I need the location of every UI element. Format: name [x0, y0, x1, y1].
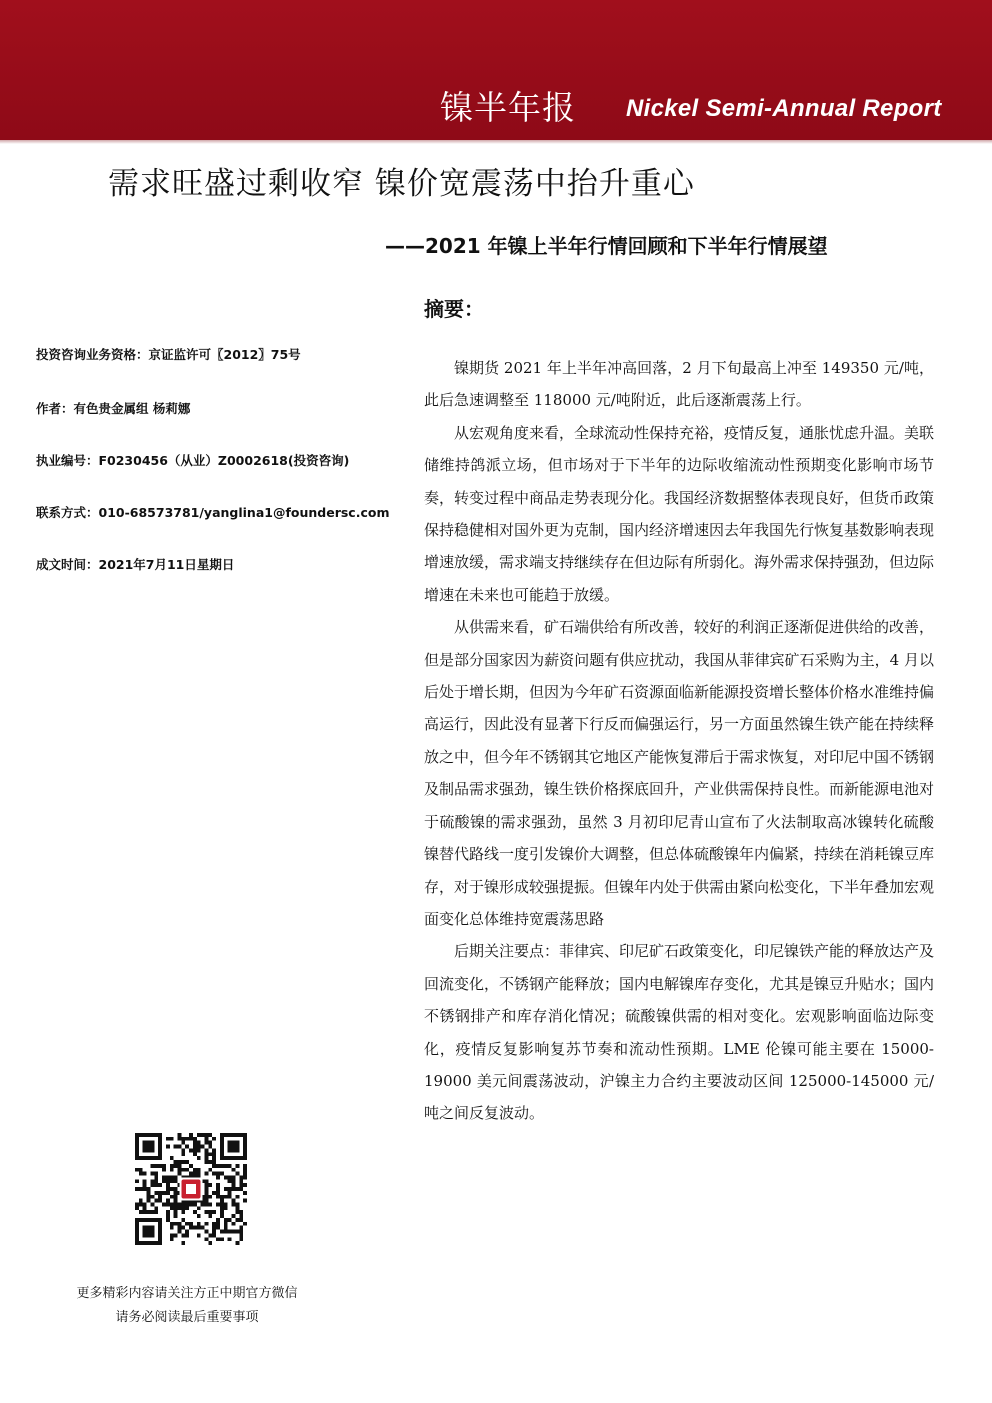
abstract-paragraph: 从宏观角度来看，全球流动性保持充裕，疫情反复，通胀忧虑升温。美联储维持鸽派立场，但市场对于下半年的边际收缩流动性预期变化影响市场节奏，转变过程中商品走势表现分化。我国经济数据整体表现良好，但货币政策保持稳健相对国外更为克制，国内经济增速因去年我国先行恢复基数影响表现增速放缓，需求端支持继续存在但边际有所弱化。海外需求保持强劲，但边际增速在未来也可能趋于放缓。 [424, 423, 935, 604]
abstract-paragraph: 后期关注要点：菲律宾、印尼矿石政策变化，印尼镍铁产能的释放达产及回流变化，不锈钢产能释放；国内电解镍库存变化，尤其是镍豆升贴水；国内不锈钢排产和库存消化情况；硫酸镍供需的相对变化。宏观影响面临边际变化，疫情反复影响复苏节奏和流动性预期。LME 伦镍可能主要在 15000-19000 美元间震荡波动，沪镍主力合约主要波动区间 125000-145000 元/吨之间反复波动。 [424, 942, 935, 1123]
abstract-heading: 摘要： [424, 297, 484, 321]
abstract-body [424, 352, 934, 1130]
report-type-cn: 镍半年报 [440, 88, 576, 127]
report-type-en: Nickel Semi-Annual Report [626, 95, 942, 122]
license-info: 投资咨询业务资格：京证监许可〖2012〗75号 [36, 347, 301, 362]
abstract-paragraph: 从供需来看，矿石端供给有所改善，较好的利润正逐渐促进供给的改善，但是部分国家因为薪资问题有供应扰动，我国从菲律宾矿石采购为主，4 月以后处于增长期，但因为今年矿石资源面临新能源投资增长整体价格水准维持偏高运行，因此没有显著下行反而偏强运行，另一方面虽然镍生铁产能在持续释放之中，但今年不锈钢其它地区产能恢复滞后于需求恢复，对印尼中国不锈钢及制品需求强劲，镍生铁价格探底回升，产业供需保持良性。而新能源电池对于硫酸镍的需求强劲，虽然 3 月初印尼青山宣布了火法制取高冰镍转化硫酸镍替代路线一度引发镍价大调整，但总体硫酸镍年内偏紧，持续在消耗镍豆库存，对于镍形成较强提振。但镍年内处于供需由紧向松变化，下半年叠加宏观面变化总体维持宽震荡思路 [424, 618, 935, 928]
abstract-paragraph: 镍期货 2021 年上半年冲高回落，2 月下旬最高上冲至 149350 元/吨，此后急速调整至 118000 元/吨附近，此后逐渐震荡上行。 [424, 359, 934, 410]
contact-info: 联系方式：010-68573781/yanglina1@foundersc.com [36, 505, 390, 520]
qr-caption-disclaimer: 请务必阅读最后重要事项 [115, 1310, 259, 1325]
cert-number: 执业编号：F0230456（从业）Z0002618(投资咨询) [36, 453, 350, 468]
author-info: 作者：有色贵金属组 杨莉娜 [36, 401, 191, 416]
date-info: 成文时间：2021年7月11日星期日 [36, 557, 235, 572]
report-title: 需求旺盛过剩收窄 镍价宽震荡中抬升重心 [108, 166, 695, 202]
qr-caption-follow: 更多精彩内容请关注方正中期官方微信 [76, 1286, 298, 1301]
header-banner-shadow [0, 140, 992, 144]
wechat-qr-code [135, 1133, 247, 1245]
report-subtitle: ——2021 年镍上半年行情回顾和下半年行情展望 [385, 234, 828, 258]
